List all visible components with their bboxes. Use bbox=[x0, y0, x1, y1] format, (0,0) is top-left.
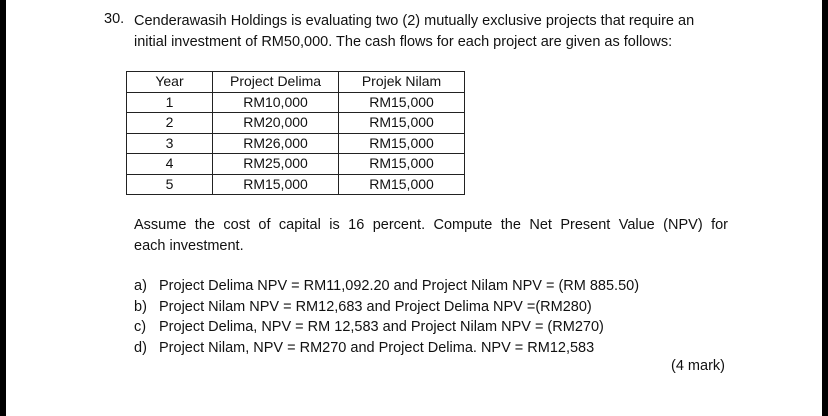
option-letter: a) bbox=[134, 278, 147, 294]
option-text: Project Delima NPV = RM11,092.20 and Project Nilam NPV = (RM 885.50) bbox=[159, 278, 640, 294]
question-text bbox=[134, 11, 734, 53]
header-project-delima: Project Delima bbox=[213, 72, 339, 93]
table-row bbox=[127, 133, 465, 154]
cash-flow-table bbox=[126, 71, 465, 195]
option-b[interactable] bbox=[134, 297, 639, 318]
cell-delima: RM26,000 bbox=[213, 133, 339, 154]
cell-year: 4 bbox=[127, 154, 213, 175]
cell-year: 3 bbox=[127, 133, 213, 154]
question-line-2: initial investment of RM50,000. The cash flows for each project are given as follows: bbox=[134, 34, 673, 50]
assumption-text bbox=[134, 215, 728, 257]
option-text: Project Nilam NPV = RM12,683 and Project Delima NPV =(RM280) bbox=[159, 298, 592, 315]
header-year: Year bbox=[127, 72, 213, 93]
cell-nilam: RM15,000 bbox=[339, 92, 465, 113]
option-a[interactable] bbox=[134, 276, 639, 297]
cell-year: 5 bbox=[127, 174, 213, 195]
cell-nilam: RM15,000 bbox=[339, 113, 465, 134]
cell-nilam: RM15,000 bbox=[339, 154, 465, 175]
table-row bbox=[127, 154, 465, 175]
option-d[interactable] bbox=[134, 338, 639, 359]
cell-nilam: RM15,000 bbox=[339, 133, 465, 154]
table-row bbox=[127, 92, 465, 113]
table-row bbox=[127, 174, 465, 195]
right-edge-border bbox=[822, 0, 828, 416]
option-c[interactable] bbox=[134, 317, 639, 338]
header-projek-nilam: Projek Nilam bbox=[339, 72, 465, 93]
left-edge-border bbox=[0, 0, 6, 416]
option-letter: d) bbox=[134, 339, 147, 356]
cell-year: 1 bbox=[127, 92, 213, 113]
cell-delima: RM15,000 bbox=[213, 174, 339, 195]
option-text: Project Nilam, NPV = RM270 and Project Delima. NPV = RM12,583 bbox=[159, 339, 595, 356]
cell-delima: RM10,000 bbox=[213, 92, 339, 113]
cell-delima: RM20,000 bbox=[213, 113, 339, 134]
option-text: Project Delima, NPV = RM 12,583 and Project Nilam NPV = (RM270) bbox=[159, 319, 604, 335]
question-number: 30. bbox=[104, 11, 125, 27]
option-letter: b) bbox=[134, 298, 147, 315]
assumption-line-1: Assume the cost of capital is 16 percent. Compute the Net Present Value (NPV) for bbox=[134, 217, 728, 233]
marks-label: (4 mark) bbox=[671, 358, 725, 374]
cell-nilam: RM15,000 bbox=[339, 174, 465, 195]
assumption-line-2: each investment. bbox=[134, 238, 244, 254]
option-letter: c) bbox=[134, 319, 147, 335]
table-header-row bbox=[127, 72, 465, 93]
answer-options bbox=[134, 276, 639, 358]
question-line-1: Cenderawasih Holdings is evaluating two (2) mutually exclusive projects that require an bbox=[134, 13, 695, 29]
cell-delima: RM25,000 bbox=[213, 154, 339, 175]
cell-year: 2 bbox=[127, 113, 213, 134]
table-row bbox=[127, 113, 465, 134]
